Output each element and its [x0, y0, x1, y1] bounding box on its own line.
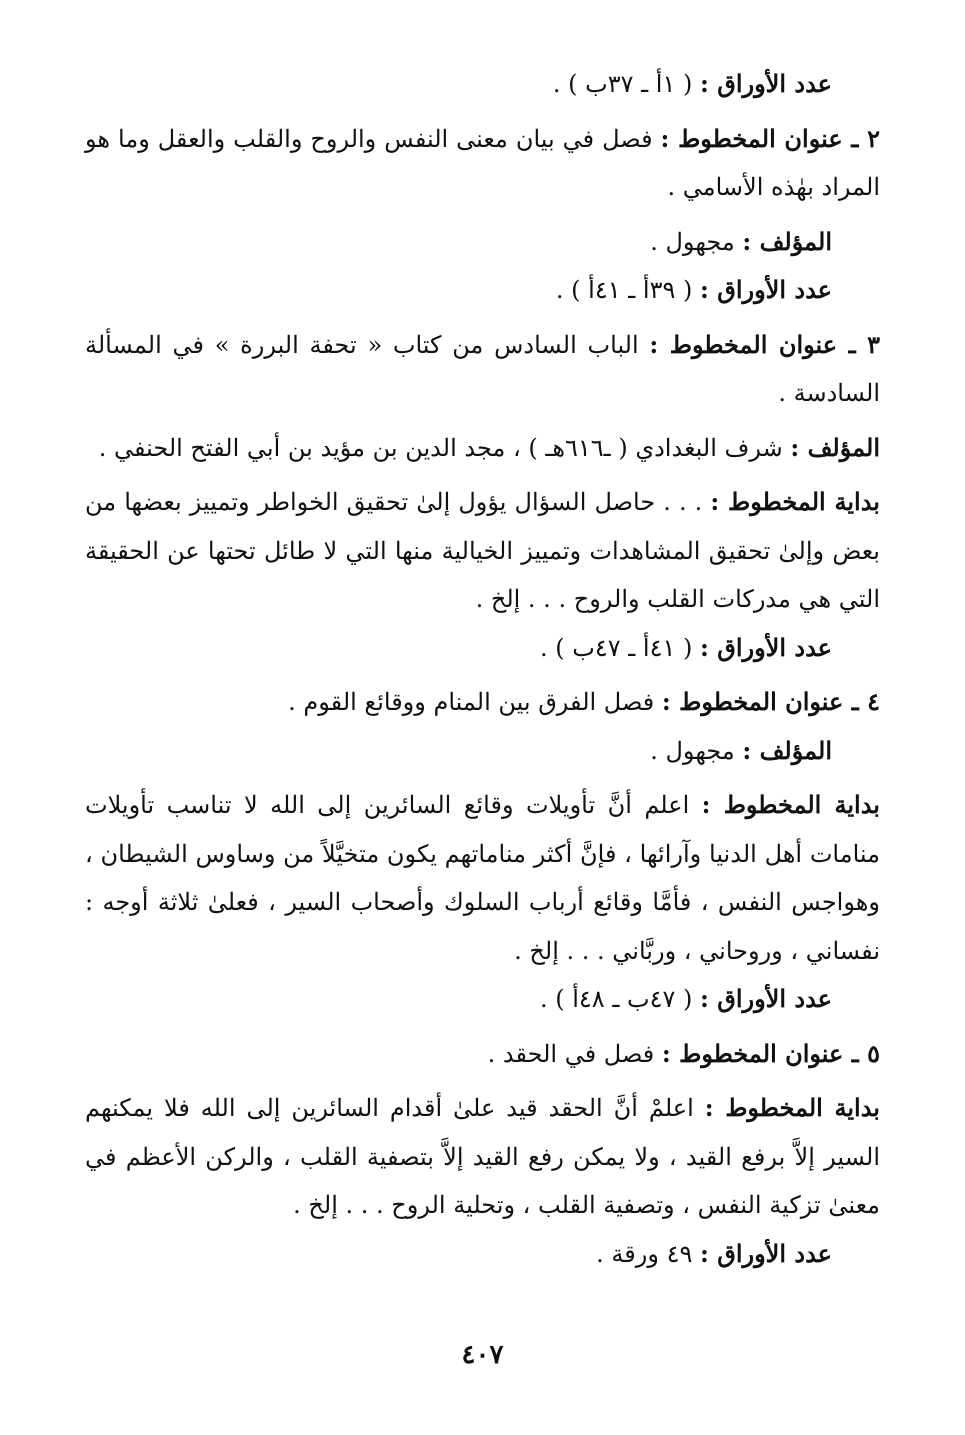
entry-label: ٥ ـ عنوان المخطوط : — [661, 1038, 880, 1068]
entry-author-2 — [85, 218, 880, 267]
entry-text: اعلم أنَّ تأويلات وقائع السائرين إلى الله لا تناسب تأويلات منامات أهل الدنيا وآرائها ، فإنَّ أكثر مناماتهم يكون متخيَّلاً من وساوس الشيطان ، وهواجس النفس ، فأمَّا وقائع أرباب السلوك وأصحاب السير ، فعلىٰ ثلاثة أوجه : نفساني ، وروحاني ، وربَّاني . . . إلخ . — [85, 791, 880, 965]
entry-start-5 — [85, 1084, 880, 1230]
entry-title-4 — [85, 678, 880, 727]
entry-text: ٤٩ ورقة . — [596, 1239, 693, 1268]
entry-start-3 — [85, 478, 880, 624]
entry-text: الباب السادس من كتاب « تحفة البررة » في المسألة السادسة . — [85, 330, 880, 407]
entry-text: شرف البغدادي ( ـ٦١٦هـ ) ، مجد الدين بن مؤيد بن أبي الفتح الحنفي . — [98, 433, 783, 462]
entry-sheets-3 — [85, 624, 880, 673]
entry-label: عدد الأوراق : — [700, 1238, 832, 1268]
entry-text: ( ١أ ـ ٣٧ب ) . — [552, 70, 693, 98]
entry-label: المؤلف : — [742, 735, 832, 765]
entry-text: مجهول . — [650, 736, 735, 765]
entry-title-5 — [85, 1030, 880, 1079]
entry-sheets-5 — [85, 1230, 880, 1279]
entry-label: بداية المخطوط : — [704, 1093, 880, 1122]
entry-label: ٣ ـ عنوان المخطوط : — [649, 329, 880, 359]
entry-label: عدد الأوراق : — [700, 632, 832, 662]
entry-text: ( ٤٧ب ـ ٤٨أ ) . — [539, 985, 693, 1013]
entry-label: المؤلف : — [790, 432, 880, 462]
entry-label: ٤ ـ عنوان المخطوط : — [661, 687, 880, 716]
entry-label: عدد الأوراق : — [700, 69, 832, 98]
entry-text: ( ٣٩أ ـ ٤١أ ) . — [555, 276, 693, 304]
entry-sheets-4 — [85, 975, 880, 1024]
entry-author-3 — [85, 424, 880, 473]
entry-text: اعلمْ أنَّ الحقد قيد علىٰ أقدام السائرين إلى الله فلا يمكنهم السير إلاَّ برفع القيد ، ولا يمكن رفع القيد إلاَّ بتصفية القلب ، والركن الأعظم في معنىٰ تزكية النفس ، وتصفية القلب ، وتحلية الروح . . . إلخ . — [85, 1094, 880, 1219]
entry-title-3 — [85, 321, 880, 418]
entry-text: فصل في الحقد . — [487, 1039, 655, 1068]
entry-sheets-2 — [85, 266, 880, 315]
entry-label: عدد الأوراق : — [700, 275, 832, 304]
entry-label: ٢ ـ عنوان المخطوط : — [660, 123, 880, 153]
entry-start-4 — [85, 781, 880, 975]
entry-text: . . . حاصل السؤال يؤول إلىٰ تحقيق الخواطر وتمييز بعضها من بعض وإلىٰ تحقيق المشاهدات وتمييز الخيالية منها التي لا طائل تحتها عن الحقيقة التي هي مدركات القلب والروح . . . إلخ . — [85, 488, 880, 613]
entry-text: مجهول . — [650, 227, 735, 256]
entry-title-2 — [85, 115, 880, 212]
page-number: ٤٠٧ — [461, 1340, 504, 1370]
entry-label: بداية المخطوط : — [701, 790, 880, 819]
entry-label: بداية المخطوط : — [710, 487, 880, 516]
entry-label: المؤلف : — [742, 226, 832, 256]
entry-label: عدد الأوراق : — [700, 984, 832, 1013]
document-page — [85, 60, 880, 1278]
entry-sheets-1 — [85, 60, 880, 109]
entry-text: فصل الفرق بين المنام ووقائع القوم . — [288, 688, 655, 716]
entry-text: ( ٤١أ ـ ٤٧ب ) . — [539, 633, 693, 662]
entry-author-4 — [85, 727, 880, 776]
entry-text: فصل في بيان معنى النفس والروح والقلب والعقل وما هو المراد بهٰذه الأسامي . — [85, 124, 880, 201]
